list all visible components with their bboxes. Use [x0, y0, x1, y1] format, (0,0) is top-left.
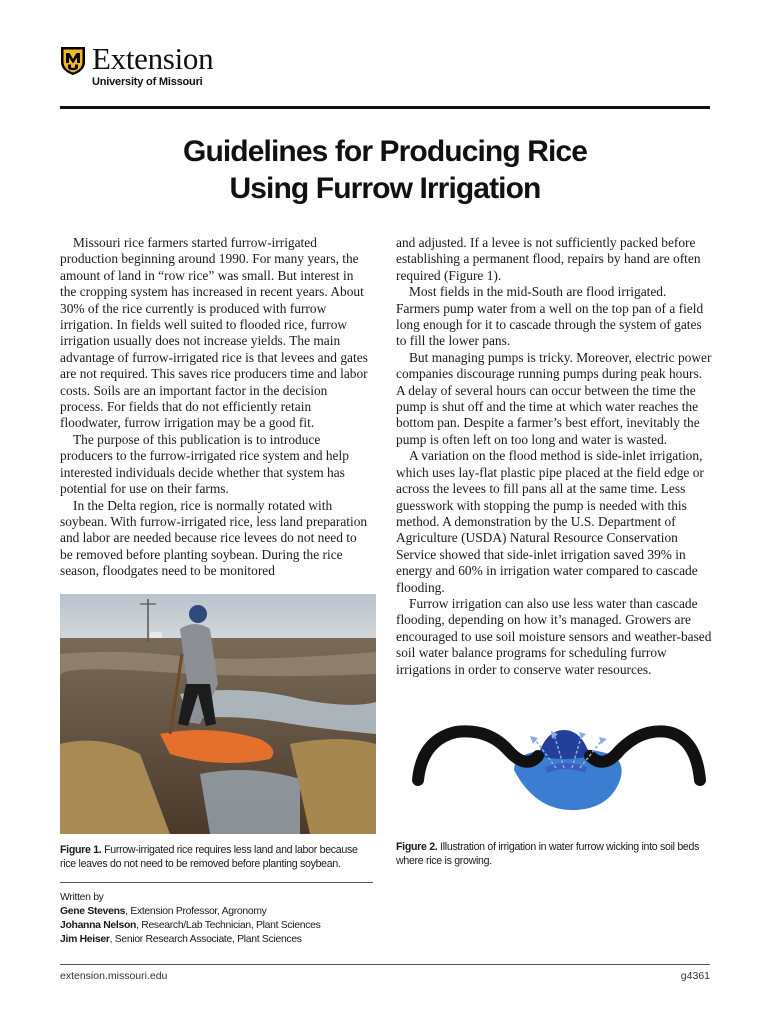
paragraph: A variation on the flood method is side-inlet irrigation, which uses lay-flat plastic pipe placed at the field edge or across the levees to fill pans all at the same time. Less guesswork with stopping the pump is needed with this method. A demonstration by the U.S. Department of Agriculture (USDA) Natural Resource Conservation Service showed that side-inlet irrigation saved 39% in energy and 60% in irrigation water compared to cascade flooding.	[396, 448, 704, 595]
authors-block	[60, 891, 321, 947]
left-column	[60, 235, 372, 580]
author-entry	[60, 905, 321, 919]
authors-divider	[60, 882, 373, 883]
brand-subtitle: University of Missouri	[92, 76, 203, 88]
author-role: , Senior Research Associate, Plant Sciences	[109, 934, 302, 945]
figure-1-caption	[60, 843, 376, 871]
paragraph: and adjusted. If a levee is not sufficiently packed before establishing a permanent flood, repairs by hand are often required (Figure 1).	[396, 235, 701, 283]
figure-1-caption-text: Furrow-irrigated rice requires less land and labor because rice leaves do not need to be removed before planting soybean.	[60, 844, 358, 870]
figure-1-label: Figure 1.	[60, 844, 102, 856]
right-column	[396, 235, 712, 678]
author-name: Johanna Nelson	[60, 920, 137, 931]
paragraph: In the Delta region, rice is normally rotated with soybean. With furrow-irrigated rice, less land preparation and labor are needed because rice levees do not need to be removed before planting soybean. During the rice season, floodgates need to be monitored	[60, 497, 368, 579]
paragraph: Missouri rice farmers started furrow-irrigated production beginning around 1990. For many years, the amount of land in “row rice” was small. But interest in the cropping system has increased in recent years. About 30% of the rice currently is produced with furrow irrigation. In fields well suited to flooded rice, furrow irrigation usually does not increase yields. The main advantage of furrow-irrigated rice is that levees and gates are not required. This saves rice producers time and labor costs. Soils are an important factor in the decision process. For fields that do not efficiently retain floodwater, furrow irrigation may be a good fit.	[60, 235, 368, 431]
paragraph: Furrow irrigation can also use less water than cascade flooding, depending on how it’s managed. Growers are encouraged to use soil moisture sensors and weather-based soil water balance programs for scheduling furrow irrigations in order to conserve water resources.	[396, 595, 712, 677]
header-divider	[60, 106, 710, 109]
paragraph: Most fields in the mid-South are flood irrigated. Farmers pump water from a well on the top pan of a field long enough for it to cascade through the system of gates to fill the lower pans.	[396, 284, 704, 349]
footer-publication-number: g4361	[680, 970, 710, 982]
author-role: , Extension Professor, Agronomy	[125, 906, 267, 917]
author-entry	[60, 919, 321, 933]
footer-website[interactable]: extension.missouri.edu	[60, 970, 168, 982]
author-name: Jim Heiser	[60, 934, 110, 945]
brand-block	[92, 41, 214, 88]
figure-2-illustration	[396, 710, 712, 830]
figure-2-caption-text: Illustration of irrigation in water furrow wicking into soil beds where rice is growing.	[396, 841, 700, 867]
author-entry	[60, 933, 321, 947]
paragraph: But managing pumps is tricky. Moreover, electric power companies discourage running pumps during peak hours. A delay of several hours can occur between the time the pump is shut off and the time at which water reaches the bottom pan. Despite a farmer’s best effort, inevitably the pump is often left on too long and water is wasted.	[396, 349, 712, 447]
title-line-2: Using Furrow Irrigation	[229, 172, 541, 205]
authors-heading: Written by	[60, 892, 104, 903]
figure-1-photo	[60, 594, 376, 834]
mizzou-shield-logo-icon	[60, 46, 86, 76]
paragraph: The purpose of this publication is to introduce producers to the furrow-irrigated rice system and help interested individuals decide whether that system has potential for use on their farms.	[60, 431, 349, 497]
figure-2-caption	[396, 840, 712, 868]
title-line-1: Guidelines for Producing Rice	[183, 135, 587, 168]
figure-2-label: Figure 2.	[396, 841, 438, 853]
page-title	[0, 133, 770, 207]
brand-name: Extension	[92, 41, 214, 76]
header	[60, 41, 214, 88]
author-role: , Research/Lab Technician, Plant Sciences	[136, 920, 321, 931]
author-name: Gene Stevens	[60, 906, 126, 917]
footer-divider	[60, 964, 710, 965]
